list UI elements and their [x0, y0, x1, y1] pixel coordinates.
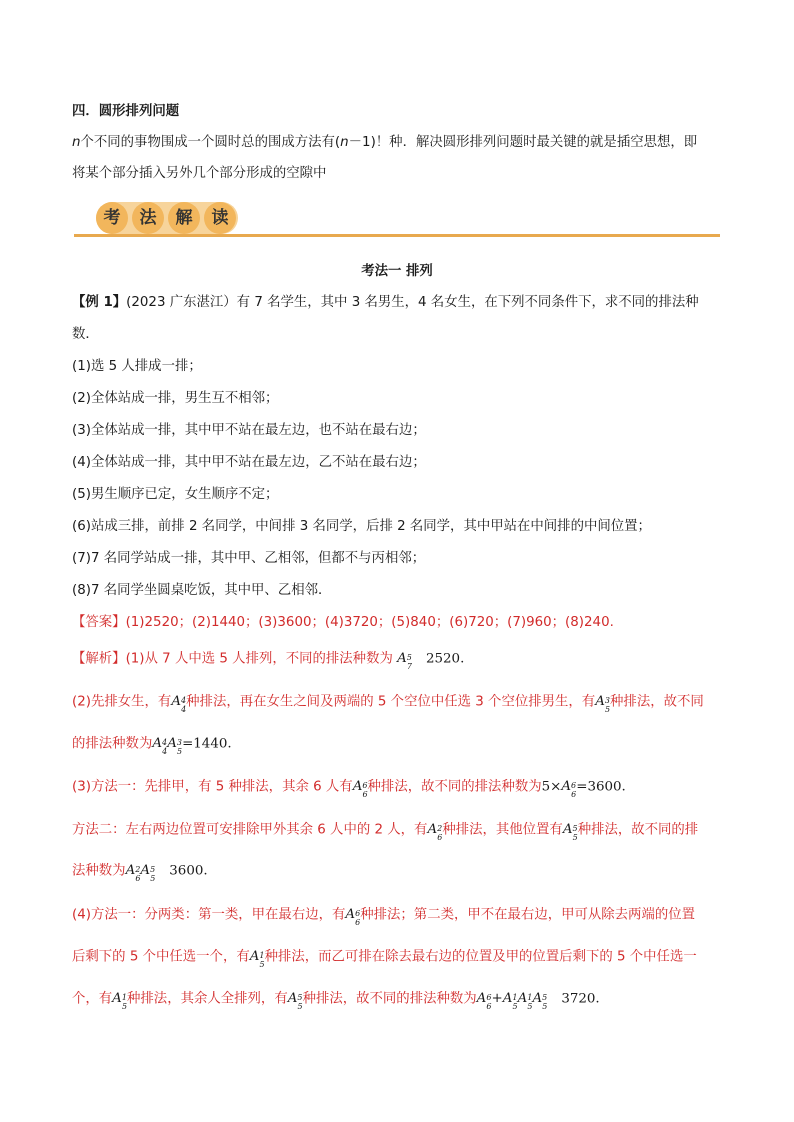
example-item-3: (3)全体站成一排，其中甲不站在最左边，也不站在最右边； — [72, 423, 426, 438]
example-item-1: (1)选 5 人排成一排； — [72, 359, 202, 374]
analysis-line-1: 【解析】(1)从 7 人中选 5 人排列，不同的排法种数为 $A^5_72520$. — [72, 651, 465, 672]
formula-a44a53: $A^4_4A^3_5$ — [152, 736, 183, 757]
formula-a44: $A^4_4$ — [171, 694, 187, 715]
analysis-line-4: (3)方法一：先排甲，有 5 种排法，其余 6 人有$A^6_6$种排法，故不同的排法种数为$5\times A^6_6=3600$. — [72, 779, 626, 800]
analysis-line-7: (4)方法一：分两类：第一类，甲在最右边，有$A^6_6$种排法；第二类，甲不在最右边，甲可从除去两端的位置 — [72, 907, 696, 928]
example-item-2: (2)全体站成一排，男生互不相邻； — [72, 391, 279, 406]
method-title: 考法一 排列 — [361, 264, 433, 279]
example-item-5: (5)男生顺序已定，女生顺序不定； — [72, 487, 279, 502]
formula-a66: $A^6_6$ — [352, 779, 368, 800]
section-text-line-1: n个不同的事物围成一个圆时总的围成方法有(n－1)！种．解决圆形排列问题时最关键的就是插空思想，即 — [72, 135, 698, 150]
example-tag: 【例 1】 — [72, 295, 127, 310]
banner-char-2: 法 — [132, 202, 164, 234]
banner-char-3: 解 — [168, 202, 200, 234]
analysis-line-3: 的排法种数为$A^4_4A^3_5=1440$. — [72, 736, 232, 757]
answer-line — [72, 613, 732, 633]
section-text-line-2: 将某个部分插入另外几个部分形成的空隙中 — [72, 166, 327, 181]
analysis-line-8: 后剩下的 5 个中任选一个，有$A^1_5$种排法，而乙可排在除去最右边的位置及甲的位置后剩下的 5 个中任选一 — [72, 949, 697, 970]
formula-a51-b: $A^1_5$ — [112, 991, 128, 1012]
example-line-1: 【例 1】(2023 广东湛江）有 7 名学生，其中 3 名男生，4 名女生，在下列不同条件下，求不同的排法种 — [72, 295, 699, 310]
formula-sum: $A^6_6+A^1_5A^1_5A^5_5$ — [476, 991, 548, 1012]
var-n: n — [72, 135, 81, 150]
section-heading: 四．圆形排列问题 — [72, 104, 180, 119]
example-line-2: 数． — [72, 327, 99, 342]
formula-a66-b: $A^6_6$ — [345, 907, 361, 928]
analysis-line-6: 法种数为$A^2_6A^5_53600$. — [72, 863, 208, 884]
example-item-8: (8)7 名同学坐圆桌吃饭，其中甲、乙相邻． — [72, 583, 332, 598]
formula-a62a55: $A^2_6A^5_5$ — [125, 863, 156, 884]
analysis-line-2: (2)先排女生，有$A^4_4$种排法，再在女生之间及两端的 5 个空位中任选 3 个空位排男生，有$A^3_5$种排法，故不同 — [72, 694, 704, 715]
banner-char-1: 考 — [96, 202, 128, 234]
example-item-4: (4)全体站成一排，其中甲不站在最左边，乙不站在最右边； — [72, 455, 426, 470]
formula-a53: $A^3_5$ — [595, 694, 611, 715]
answer-text: (1)2520；(2)1440；(3)3600；(4)3720；(5)840；(6)720；(7)960；(8)240. — [125, 615, 614, 630]
example-item-6: (6)站成三排，前排 2 名同学，中间排 3 名同学，后排 2 名同学，其中甲站在中间排的中间位置； — [72, 519, 651, 534]
example-item-7: (7)7 名同学站成一排，其中甲、乙相邻，但都不与丙相邻； — [72, 551, 426, 566]
banner-char-4: 读 — [204, 202, 236, 234]
formula-a51: $A^1_5$ — [249, 949, 265, 970]
analysis-tag: 【解析】 — [72, 651, 126, 667]
formula-a62: $A^2_6$ — [427, 822, 443, 843]
formula-a75: $A^5_7$ — [397, 651, 412, 672]
formula-a55: $A^5_5$ — [562, 822, 578, 843]
analysis-line-5: 方法二：左右两边位置可安排除甲外其余 6 人中的 2 人，有$A^2_6$种排法，其他位置有$A^5_5$种排法，故不同的排 — [72, 822, 699, 843]
banner-divider — [74, 234, 720, 237]
formula-a55-b: $A^5_5$ — [287, 991, 303, 1012]
answer-tag: 【答案】 — [72, 615, 126, 630]
analysis-line-9: 个，有$A^1_5$种排法，其余人全排列，有$A^5_5$种排法，故不同的排法种数为$A^6_6+A^1_5A^1_5A^5_53720$. — [72, 991, 600, 1012]
method-banner — [74, 200, 720, 238]
